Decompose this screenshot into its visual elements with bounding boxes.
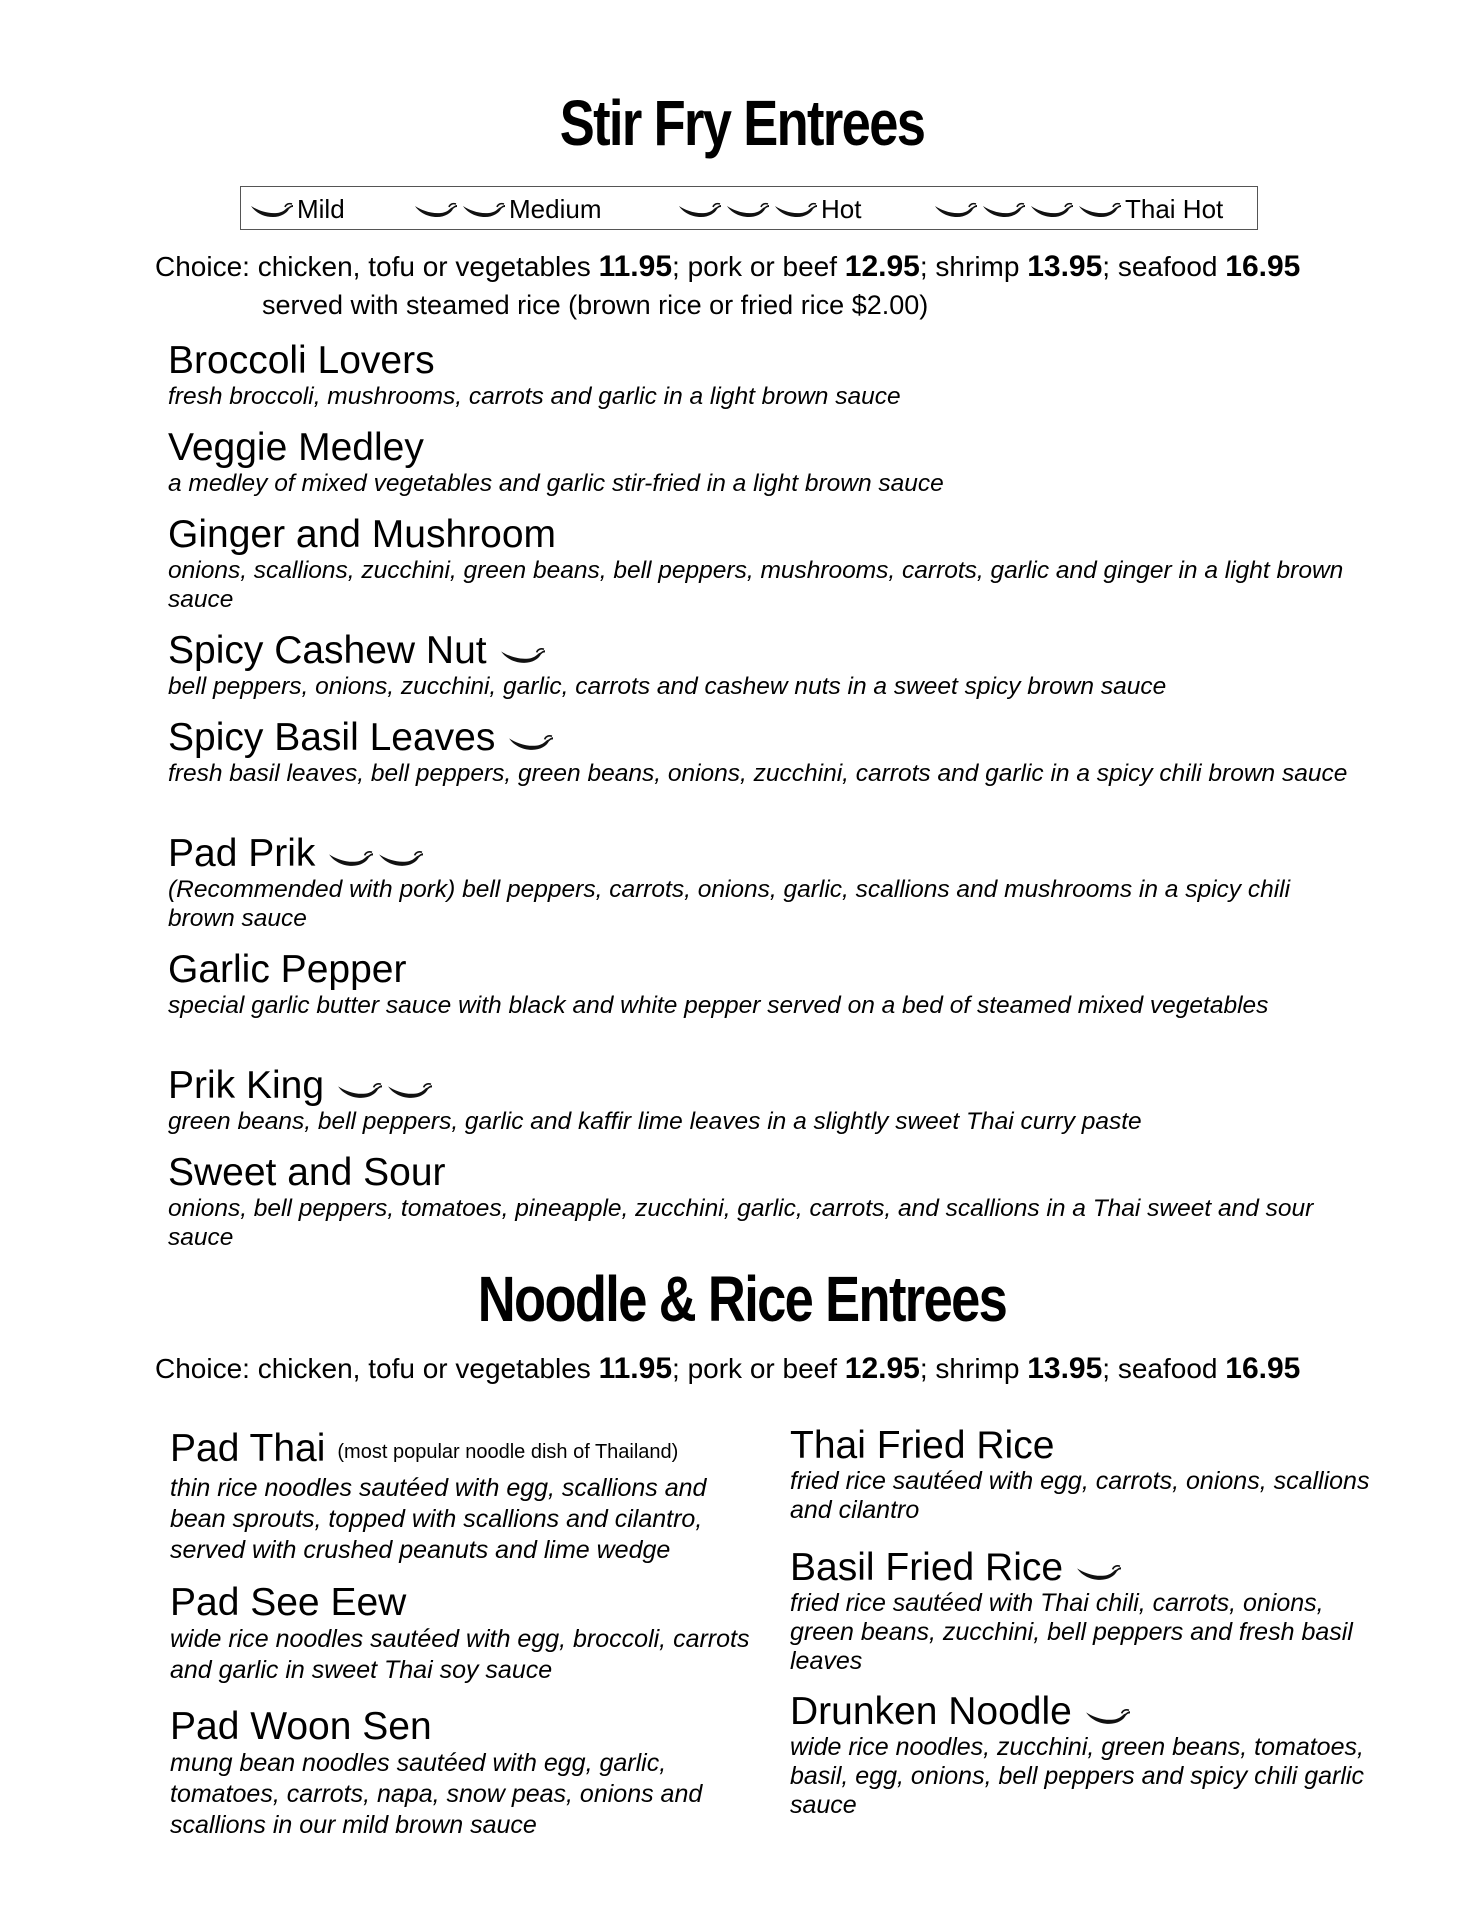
chili-pepper-icon — [249, 201, 293, 219]
chili-pepper-icon — [461, 201, 505, 219]
dish-name — [790, 1425, 1370, 1467]
legend-mild — [249, 194, 345, 225]
dish-name-text: Pad Thai — [170, 1427, 326, 1470]
dish-description: a medley of mixed vegetables and garlic stir-fried in a light brown sauce — [168, 470, 944, 497]
price: 12.95 — [844, 1352, 920, 1385]
menu-item — [168, 340, 1348, 411]
rice-note: served with steamed rice (brown rice or fried rice $2.00) — [262, 290, 929, 320]
chili-pepper-icon — [1077, 201, 1121, 219]
choice-text: ; pork or beef — [672, 251, 845, 282]
dish-subtitle: (most popular noodle dish of Thailand) — [337, 1441, 679, 1463]
dish-name-text: Prik King — [168, 1064, 325, 1107]
chili-pepper-icon — [1084, 1707, 1130, 1726]
dish-description: wide rice noodles, zucchini, green beans, tomatoes, basil, egg, onions, bell peppers and spicy chili garlic sauce — [790, 1733, 1364, 1819]
dish-description: fried rice sautéed with egg, carrots, onions, scallions and cilantro — [790, 1467, 1370, 1524]
heat-indicator — [499, 646, 545, 665]
noodle-rice-choice — [155, 1352, 1300, 1386]
menu-item — [168, 630, 1348, 701]
dish-name-text: Pad Prik — [168, 832, 316, 875]
chili-pepper-icon — [327, 849, 373, 868]
menu-item — [790, 1547, 1370, 1676]
price: 12.95 — [844, 250, 920, 283]
chili-pepper-icon — [1029, 201, 1073, 219]
dish-name-text: Broccoli Lovers — [168, 339, 435, 382]
legend-label: Mild — [297, 194, 345, 224]
legend-hot — [677, 194, 861, 225]
dish-name-text: Ginger and Mushroom — [168, 513, 557, 556]
choice-text: chicken, tofu or vegetables — [249, 1353, 599, 1384]
dish-name — [168, 1065, 1348, 1107]
dish-name — [168, 949, 1348, 991]
dish-name-text: Garlic Pepper — [168, 948, 407, 991]
menu-item — [168, 1152, 1348, 1252]
heat-indicator — [336, 1081, 432, 1100]
choice-text: ; shrimp — [919, 1353, 1028, 1384]
menu-item — [790, 1425, 1370, 1525]
chili-group — [413, 201, 505, 219]
dish-name — [168, 1152, 1348, 1194]
choice-text: ; seafood — [1102, 1353, 1226, 1384]
dish-name-text: Basil Fried Rice — [790, 1546, 1064, 1589]
legend-label: Medium — [509, 194, 602, 224]
dish-description: fresh basil leaves, bell peppers, green beans, onions, zucchini, carrots and garlic in a spicy chili brown sauce — [168, 760, 1348, 787]
dish-name-text: Veggie Medley — [168, 426, 424, 469]
chili-group — [249, 201, 293, 219]
dish-name-text: Spicy Basil Leaves — [168, 716, 496, 759]
chili-group — [933, 201, 1121, 219]
dish-description: wide rice noodles sautéed with egg, broccoli, carrots and garlic in sweet Thai soy sauce — [170, 1625, 750, 1684]
dish-description: onions, scallions, zucchini, green beans, bell peppers, mushrooms, carrots, garlic and ginger in a light brown sauce — [168, 557, 1344, 613]
price: 11.95 — [598, 1352, 673, 1385]
price: 13.95 — [1027, 250, 1103, 283]
dish-description: onions, bell peppers, tomatoes, pineapple, zucchini, garlic, carrots, and scallions in a Thai sweet and sour sauce — [168, 1195, 1314, 1251]
choice-text: chicken, tofu or vegetables — [249, 251, 599, 282]
dish-description: bell peppers, onions, zucchini, garlic, carrots and cashew nuts in a sweet spicy brown sauce — [168, 673, 1167, 700]
dish-name — [168, 427, 1348, 469]
stir-fry-title: Stir Fry Entrees — [559, 87, 925, 159]
chili-pepper-icon — [1075, 1563, 1121, 1582]
legend-thai-hot — [933, 194, 1223, 225]
choice-label: Choice: — [155, 1353, 250, 1384]
chili-pepper-icon — [725, 201, 769, 219]
legend-medium — [413, 194, 601, 225]
dish-name — [168, 717, 1348, 759]
dish-name — [168, 340, 1348, 382]
price: 13.95 — [1027, 1352, 1103, 1385]
chili-pepper-icon — [933, 201, 977, 219]
chili-pepper-icon — [677, 201, 721, 219]
dish-name — [170, 1582, 760, 1624]
dish-name — [168, 833, 1348, 875]
chili-pepper-icon — [773, 201, 817, 219]
menu-item — [168, 949, 1348, 1020]
menu-item — [170, 1425, 760, 1566]
menu-item — [168, 1065, 1348, 1136]
dish-description: fresh broccoli, mushrooms, carrots and garlic in a light brown sauce — [168, 383, 901, 410]
dish-name-text: Thai Fried Rice — [790, 1424, 1055, 1467]
menu-item — [170, 1706, 760, 1841]
legend-label: Hot — [821, 194, 862, 224]
price: 16.95 — [1225, 250, 1301, 283]
dish-description: fried rice sautéed with Thai chili, carrots, onions, green beans, zucchini, bell peppers and fresh basil leaves — [790, 1589, 1353, 1675]
chili-pepper-icon — [336, 1081, 382, 1100]
menu-item — [168, 717, 1348, 788]
dish-description: thin rice noodles sautéed with egg, scallions and bean sprouts, topped with scallions and cilantro, served with crushed peanuts and lime wedge — [170, 1474, 707, 1564]
dish-description: (Recommended with pork) bell peppers, carrots, onions, garlic, scallions and mushrooms in a spicy chili brown sauce — [168, 876, 1291, 932]
dish-name-text: Pad See Eew — [170, 1581, 407, 1624]
dish-name-text: Sweet and Sour — [168, 1151, 446, 1194]
choice-text: ; pork or beef — [672, 1353, 845, 1384]
chili-pepper-icon — [413, 201, 457, 219]
dish-name — [790, 1547, 1370, 1589]
chili-group — [677, 201, 817, 219]
heat-indicator — [327, 849, 423, 868]
menu-item — [168, 833, 1348, 933]
choice-label: Choice: — [155, 251, 250, 282]
price: 11.95 — [598, 250, 673, 283]
choice-text: ; shrimp — [919, 251, 1028, 282]
menu-item — [168, 514, 1348, 614]
chili-pepper-icon — [386, 1081, 432, 1100]
chili-pepper-icon — [981, 201, 1025, 219]
legend-label: Thai Hot — [1125, 194, 1224, 224]
heat-indicator — [507, 733, 553, 752]
stir-fry-choice — [155, 250, 1300, 284]
chili-pepper-icon — [377, 849, 423, 868]
heat-indicator — [1075, 1563, 1121, 1582]
price: 16.95 — [1225, 1352, 1301, 1385]
menu-item — [170, 1582, 760, 1686]
dish-name-text: Spicy Cashew Nut — [168, 629, 487, 672]
dish-description: mung bean noodles sautéed with egg, garlic, tomatoes, carrots, napa, snow peas, onions and scallions in our mild brown sauce — [170, 1749, 703, 1839]
heat-indicator — [1084, 1707, 1130, 1726]
choice-text: ; seafood — [1102, 251, 1226, 282]
chili-pepper-icon — [499, 646, 545, 665]
menu-item — [790, 1691, 1370, 1820]
dish-name — [168, 630, 1348, 672]
menu-item — [168, 427, 1348, 498]
dish-description: green beans, bell peppers, garlic and kaffir lime leaves in a slightly sweet Thai curry paste — [168, 1108, 1142, 1135]
dish-name-text: Drunken Noodle — [790, 1690, 1072, 1733]
dish-name-text: Pad Woon Sen — [170, 1705, 432, 1748]
dish-name — [790, 1691, 1370, 1733]
dish-name — [168, 514, 1348, 556]
spice-legend — [240, 186, 1258, 230]
dish-name — [170, 1706, 760, 1748]
dish-name — [170, 1425, 760, 1473]
dish-description: special garlic butter sauce with black and white pepper served on a bed of steamed mixed vegetables — [168, 992, 1269, 1019]
noodle-rice-title: Noodle & Rice Entrees — [477, 1263, 1007, 1335]
chili-pepper-icon — [507, 733, 553, 752]
